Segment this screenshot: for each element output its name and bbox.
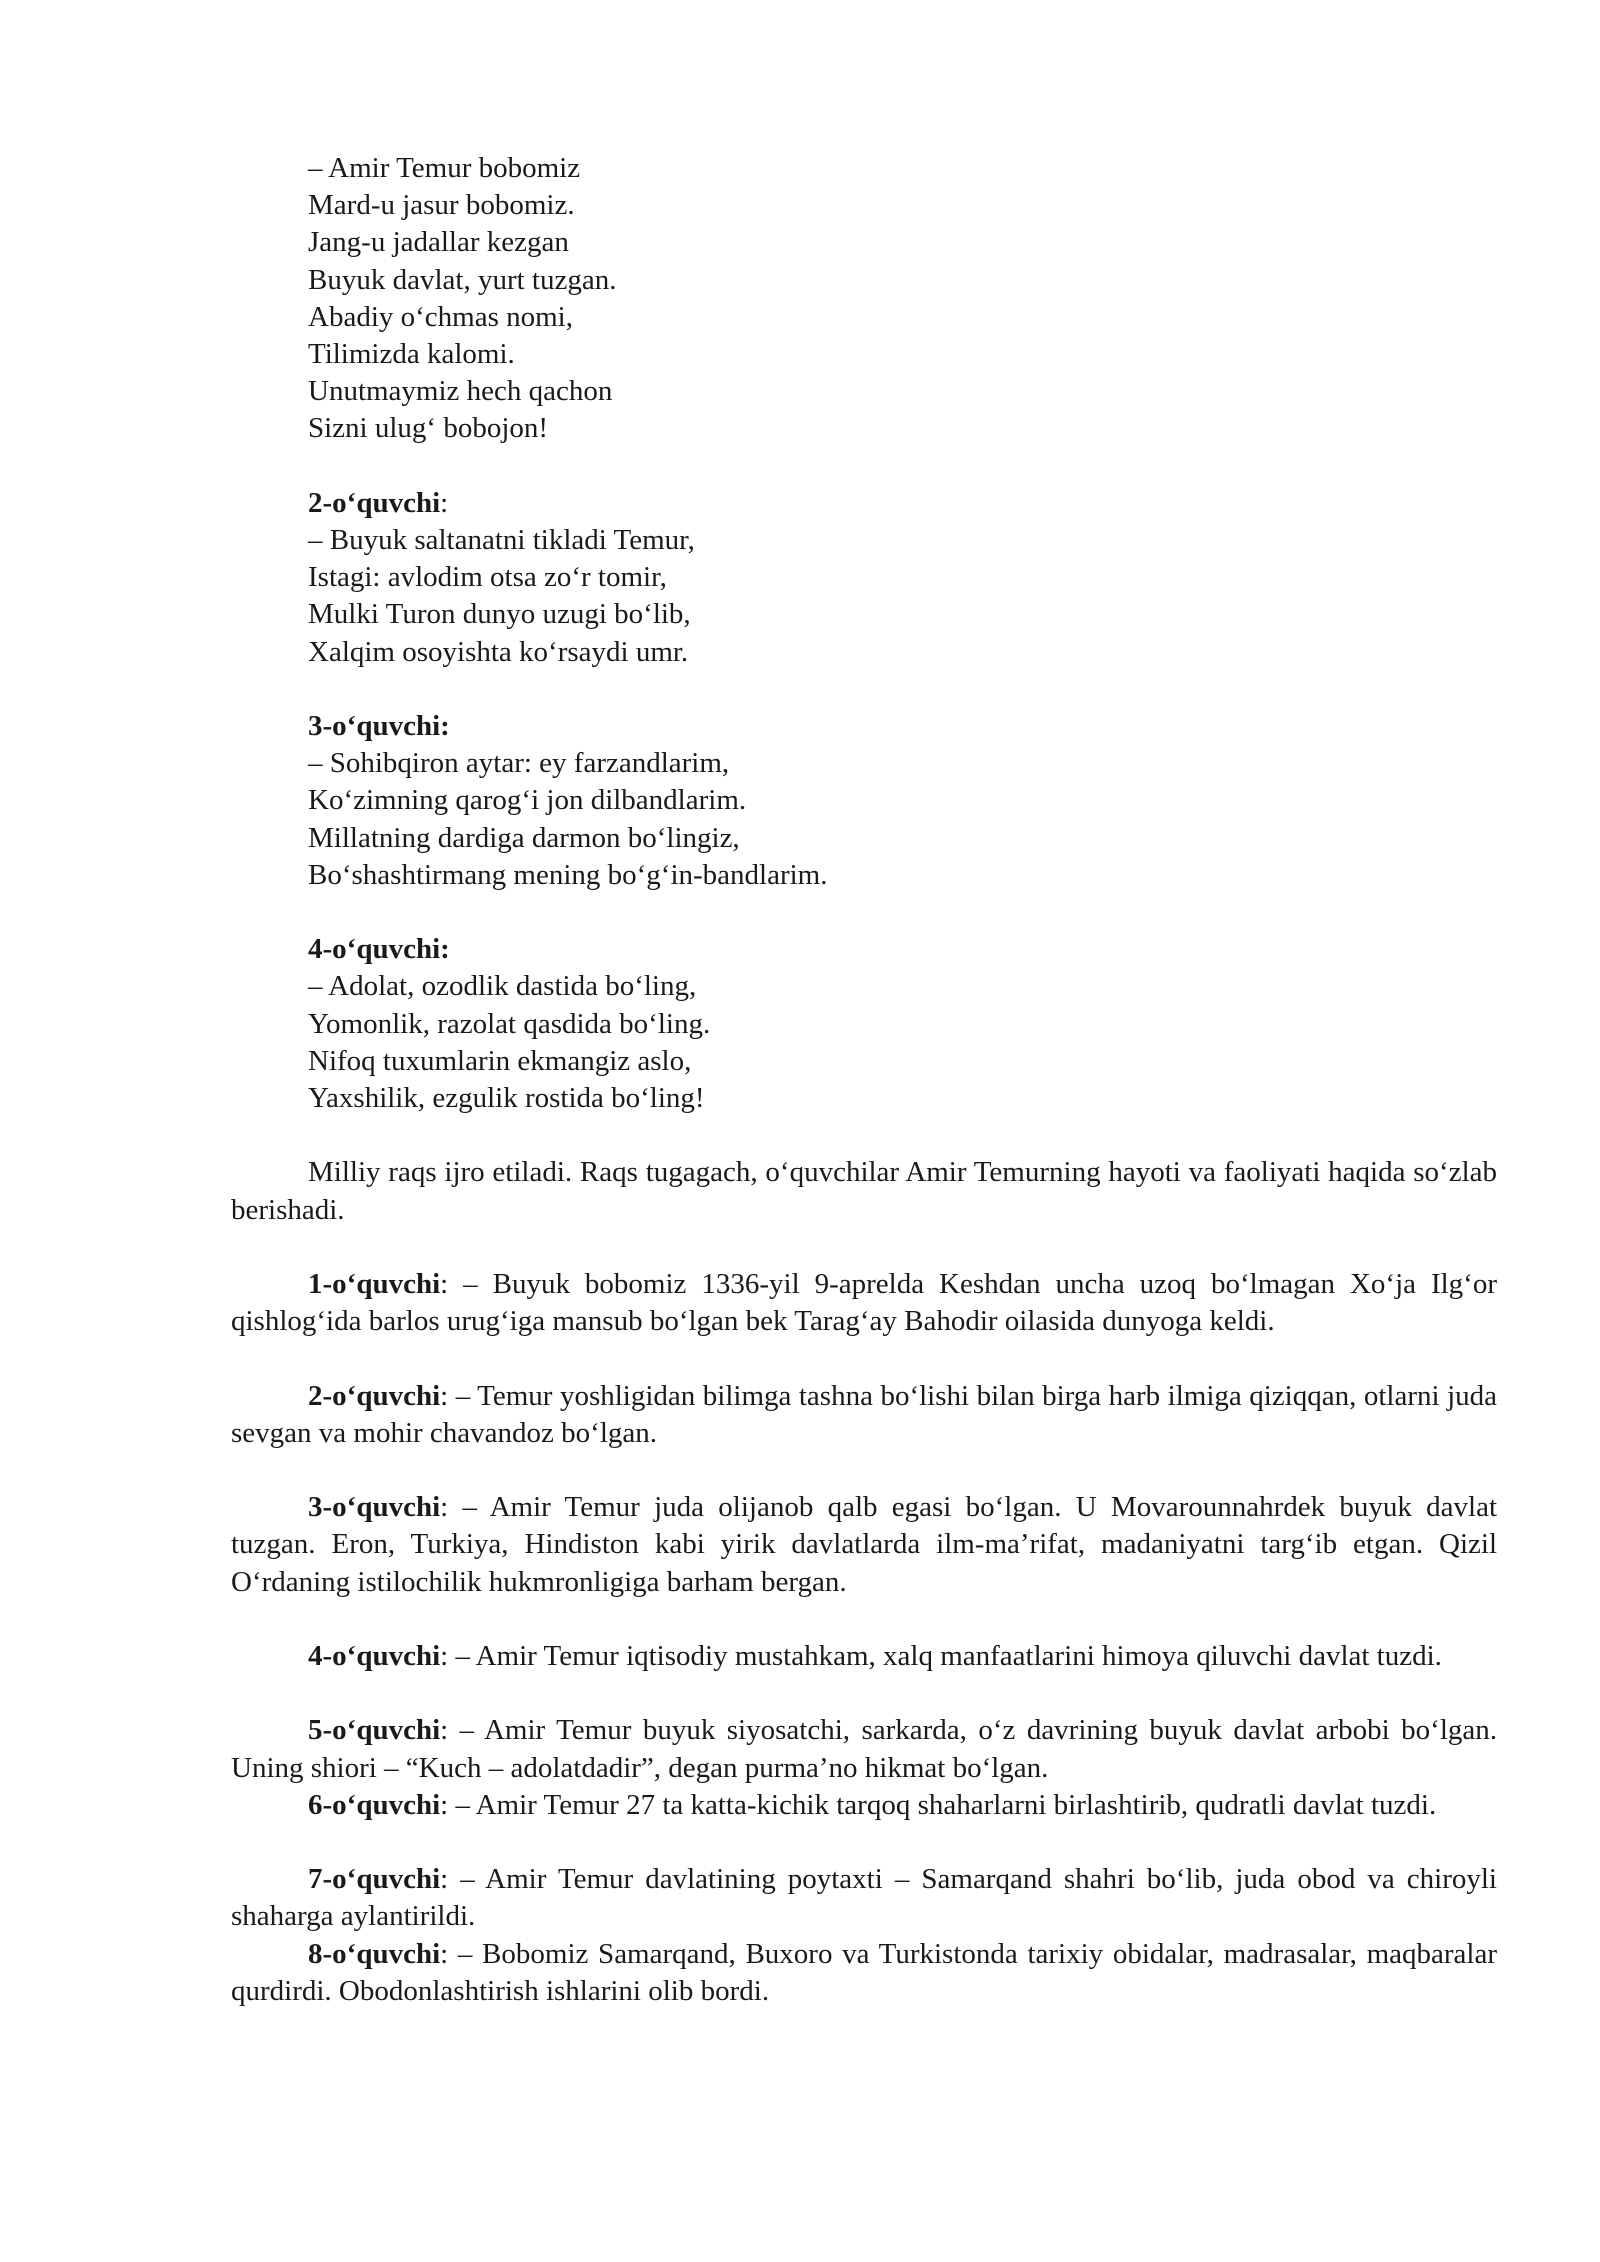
speaker-label: 1-o‘quvchi <box>308 1268 441 1301</box>
verse-line: Abadiy o‘chmas nomi, <box>308 300 573 333</box>
spacer <box>231 671 1497 708</box>
verse-line: Mulki Turon dunyo uzugi bo‘lib, <box>308 598 691 631</box>
statement-paragraph <box>231 1936 1497 2010</box>
statement-text: : – Amir Temur iqtisodiy mustahkam, xalq manfaatlarini himoya qiluvchi davlat tuzdi. <box>440 1640 1442 1672</box>
statement-paragraph <box>231 1266 1497 1340</box>
verse-line: Ko‘zimning qarog‘i jon dilbandlarim. <box>308 784 747 817</box>
verse-line: Mard-u jasur bobomiz. <box>308 189 575 222</box>
verse-line: – Adolat, ozodlik dastida bo‘ling, <box>308 970 697 1003</box>
statement-text: : – Bobomiz Samarqand, Buxoro va Turkistonda tarixiy obidalar, madrasalar, maqbaralar qurdirdi. Obodonlashtirish ishlarini olib bordi. <box>231 1937 1497 2007</box>
statement-text: : – Buyuk bobomiz 1336-yil 9-aprelda Keshdan uncha uzoq bo‘lmagan Xo‘ja Ilg‘or qishlog‘ida barlos urug‘iga mansub bo‘lgan bek Tarag‘ay Bahodir oilasida dunyoga keldi. <box>231 1268 1497 1338</box>
speaker-label: 3-o‘quvchi <box>308 1491 441 1524</box>
spacer <box>231 448 1497 485</box>
verse-line: Bo‘shashtirmang mening bo‘g‘in-bandlarim. <box>308 858 828 891</box>
verse-line: – Sohibqiron aytar: ey farzandlarim, <box>308 747 730 780</box>
verse-line: Tilimizda kalomi. <box>308 338 515 371</box>
stanza <box>231 485 1497 671</box>
spacer <box>231 1452 1497 1489</box>
speaker-label: 5-o‘quvchi <box>308 1714 441 1747</box>
verse-line: Unutmaymiz hech qachon <box>308 375 613 408</box>
statement-text: : – Amir Temur buyuk siyosatchi, sarkarda, o‘z davrining buyuk davlat arbobi bo‘lgan. Uning shiori – “Kuch – adolatdadir”, degan purma’no hikmat bo‘lgan. <box>231 1714 1497 1784</box>
speaker-label: 4-o‘quvchi: <box>308 933 450 966</box>
verse-line: Yomonlik, razolat qasdida bo‘ling. <box>308 1007 711 1040</box>
verse-line: Sizni ulug‘ bobojon! <box>308 412 549 445</box>
spacer <box>231 894 1497 931</box>
statement-paragraph <box>231 1712 1497 1786</box>
statement-paragraph <box>231 1378 1497 1452</box>
speaker-label: 7-o‘quvchi <box>308 1863 441 1896</box>
verse-line: Xalqim osoyishta ko‘rsaydi umr. <box>308 635 689 668</box>
verse-line: Nifoq tuxumlarin ekmangiz aslo, <box>308 1044 692 1077</box>
spacer <box>231 1229 1497 1266</box>
spacer <box>231 1601 1497 1638</box>
verse-line: – Amir Temur bobomiz <box>308 152 581 184</box>
statement-text: : – Amir Temur juda olijanob qalb egasi bo‘lgan. U Movarounnahrdek buyuk davlat tuzgan. Eron, Turkiya, Hindiston kabi yirik davlatlarda ilm-ma’rifat, madaniyatni targ‘ib etgan. Qizil O‘rdaning istilochilik hukmronligiga barham bergan. <box>231 1491 1497 1598</box>
stanza <box>231 708 1497 894</box>
stanza-heading <box>308 931 1497 968</box>
verse-line: Istagi: avlodim otsa zo‘r tomir, <box>308 561 667 594</box>
statement-paragraph <box>231 1489 1497 1601</box>
speaker-label: 2-o‘quvchi <box>308 486 441 519</box>
verse-line: Buyuk davlat, yurt tuzgan. <box>308 263 617 296</box>
spacer <box>231 1824 1497 1861</box>
verse-line: Millatning dardiga darmon bo‘lingiz, <box>308 821 740 854</box>
verse-line: Jang-u jadallar kezgan <box>308 226 569 259</box>
speaker-label: 2-o‘quvchi <box>308 1379 441 1412</box>
statement-text: : – Amir Temur davlatining poytaxti – Samarqand shahri bo‘lib, juda obod va chiroyli shaharga aylantirildi. <box>231 1863 1497 1933</box>
statement-paragraph <box>231 1787 1497 1824</box>
stanza-heading <box>308 485 1497 522</box>
stanza <box>231 931 1497 1117</box>
stanza-heading <box>308 708 1497 745</box>
poem-intro <box>231 150 1497 448</box>
speaker-label: 3-o‘quvchi: <box>308 710 450 743</box>
statement-text: : – Temur yoshligidan bilimga tashna bo‘lishi bilan birga harb ilmiga qiziqqan, otlarni juda sevgan va mohir chavandoz bo‘lgan. <box>231 1379 1497 1449</box>
statement-text: : – Amir Temur 27 ta katta-kichik tarqoq shaharlarni birlashtirib, qudratli davlat tuzdi. <box>440 1788 1437 1821</box>
statement-paragraph <box>231 1861 1497 1935</box>
document-page <box>231 150 1497 2010</box>
spacer <box>231 1117 1497 1154</box>
spacer <box>231 1675 1497 1712</box>
spacer <box>231 1340 1497 1377</box>
speaker-label: 8-o‘quvchi <box>308 1937 441 1970</box>
speaker-suffix: : <box>440 486 449 519</box>
speaker-label: 6-o‘quvchi <box>308 1788 441 1821</box>
verse-line: – Buyuk saltanatni tikladi Temur, <box>308 524 695 557</box>
statement-paragraph <box>231 1638 1497 1675</box>
verse-line: Yaxshilik, ezgulik rostida bo‘ling! <box>308 1082 705 1115</box>
narration-paragraph: Milliy raqs ijro etiladi. Raqs tugagach, o‘quvchilar Amir Temurning hayoti va faoliyati haqida so‘zlab berishadi. <box>231 1156 1497 1226</box>
speaker-label: 4-o‘quvchi <box>308 1640 441 1672</box>
